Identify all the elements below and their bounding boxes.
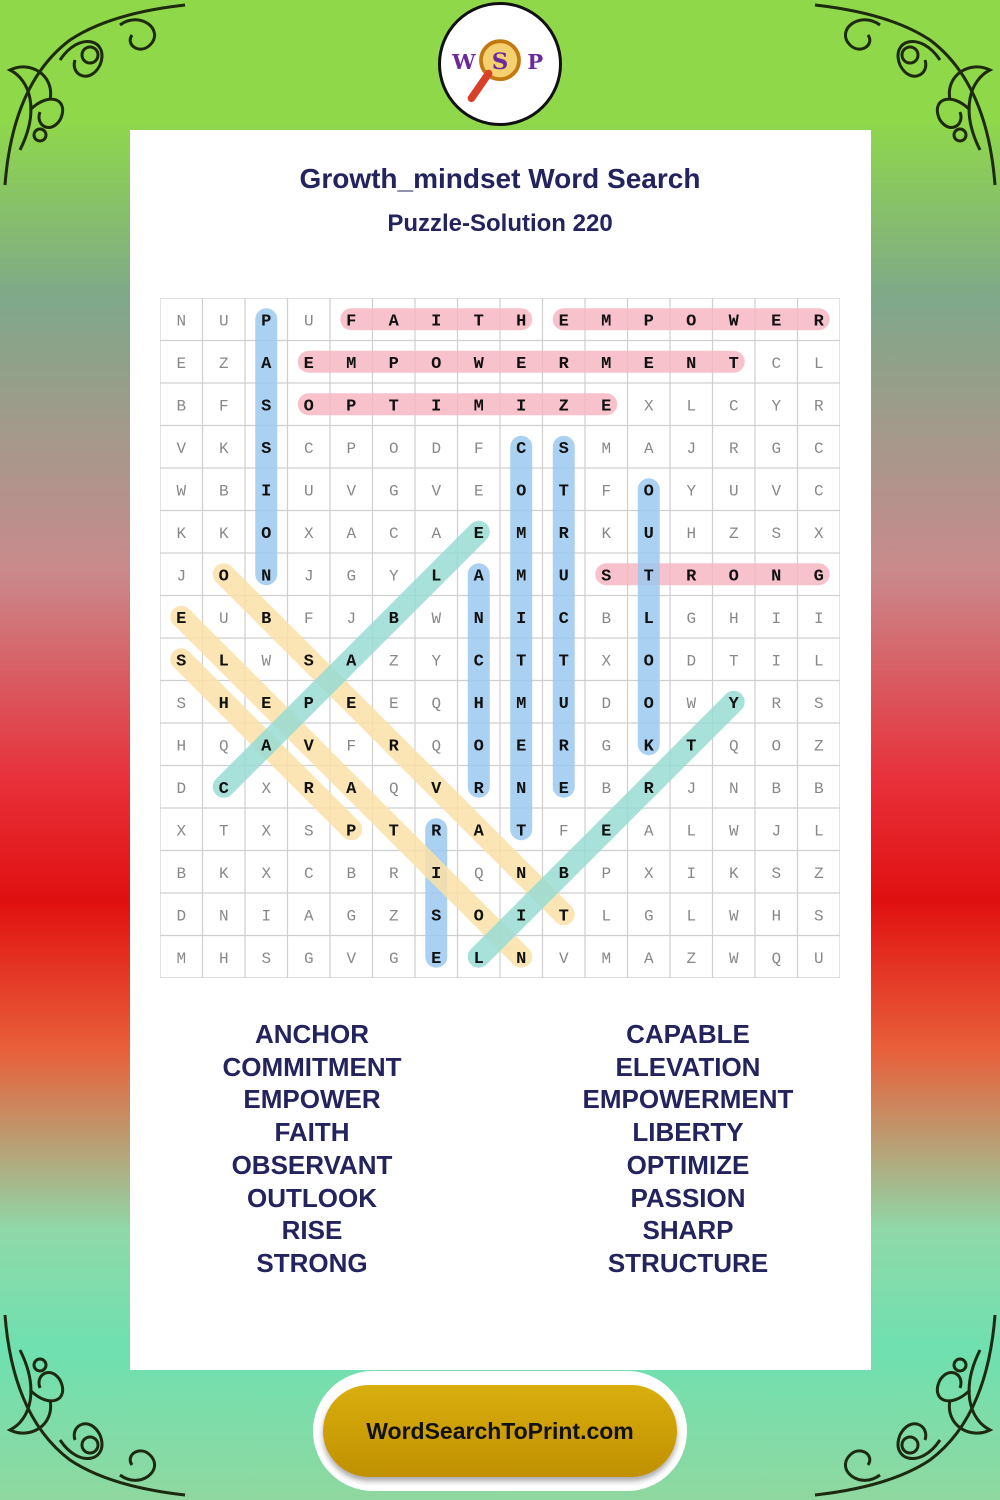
grid-cell-letter: C bbox=[303, 439, 314, 458]
grid-cell-letter: I bbox=[431, 312, 442, 332]
grid-cell-letter: I bbox=[686, 864, 697, 883]
grid-cell-letter: J bbox=[771, 822, 782, 841]
grid-cell-letter: T bbox=[218, 822, 229, 841]
wsp-logo bbox=[438, 2, 562, 126]
grid-cell-letter: Q bbox=[431, 694, 442, 713]
logo-letter-w: W bbox=[452, 48, 476, 74]
grid-cell-letter: Q bbox=[771, 949, 782, 968]
grid-cell-letter: P bbox=[346, 439, 357, 458]
grid-cell-letter: X bbox=[643, 864, 654, 883]
grid-cell-letter: O bbox=[303, 397, 314, 417]
grid-cell-letter: M bbox=[516, 567, 527, 587]
grid-cell-letter: W bbox=[728, 949, 739, 968]
grid-cell-letter: F bbox=[346, 737, 357, 756]
grid-cell-letter: E bbox=[771, 312, 782, 332]
logo-letter-p: P bbox=[527, 48, 544, 74]
grid-cell-letter: Y bbox=[388, 567, 399, 586]
grid-cell-letter: D bbox=[601, 694, 612, 713]
footer-pill bbox=[313, 1371, 687, 1491]
grid-cell-letter: Z bbox=[218, 354, 229, 373]
grid-cell-letter: O bbox=[643, 482, 654, 502]
grid-cell-letter: E bbox=[601, 397, 612, 417]
grid-cell-letter: W bbox=[686, 694, 697, 713]
grid-cell-letter: E bbox=[176, 609, 187, 629]
grid-cell-letter: M bbox=[601, 949, 612, 968]
grid-cell-letter: B bbox=[176, 864, 187, 883]
grid-cell-letter: I bbox=[771, 609, 782, 628]
grid-cell-letter: X bbox=[643, 397, 654, 416]
grid-cell-letter: K bbox=[176, 524, 187, 543]
word-structure: STRUCTURE bbox=[607, 1247, 769, 1278]
grid-cell-letter: U bbox=[558, 694, 569, 714]
grid-cell-letter: V bbox=[346, 949, 357, 968]
grid-cell-letter: G bbox=[346, 567, 357, 586]
grid-cell-letter: E bbox=[346, 694, 357, 714]
word-search-grid bbox=[160, 298, 840, 978]
grid-cell-letter: U bbox=[643, 524, 654, 544]
grid-cell-letter: Q bbox=[218, 737, 229, 756]
grid-cell-letter: H bbox=[218, 694, 229, 714]
grid-cell-letter: O bbox=[431, 354, 442, 374]
grid-cell-letter: Z bbox=[813, 864, 824, 883]
grid-cell-letter: T bbox=[388, 822, 399, 842]
grid-cell-letter: D bbox=[431, 439, 442, 458]
grid-cell-letter: Q bbox=[728, 737, 739, 756]
grid-cell-letter: R bbox=[558, 524, 569, 544]
grid-cell-letter: R bbox=[643, 779, 654, 799]
grid-cell-letter: G bbox=[601, 737, 612, 756]
grid-cell-letter: E bbox=[261, 694, 272, 714]
grid-cell-letter: L bbox=[686, 907, 697, 926]
grid-cell-letter: A bbox=[473, 567, 484, 587]
grid-cell-letter: U bbox=[813, 949, 824, 968]
grid-cell-letter: P bbox=[601, 864, 612, 883]
grid-cell-letter: U bbox=[558, 567, 569, 587]
grid-cell-letter: C bbox=[813, 482, 824, 501]
grid-cell-letter: U bbox=[303, 312, 314, 331]
grid-cell-letter: F bbox=[218, 397, 229, 416]
grid-cell-letter: P bbox=[303, 694, 314, 714]
grid-cell-letter: L bbox=[813, 652, 824, 671]
grid-cell-letter: V bbox=[771, 482, 782, 501]
grid-cell-letter: R bbox=[728, 439, 739, 458]
grid-cell-letter: W bbox=[431, 609, 442, 628]
grid-cell-letter: X bbox=[261, 822, 272, 841]
grid-cell-letter: G bbox=[643, 907, 654, 926]
grid-cell-letter: E bbox=[303, 354, 314, 374]
grid-cell-letter: F bbox=[473, 439, 484, 458]
grid-cell-letter: S bbox=[303, 822, 314, 841]
grid-cell-letter: V bbox=[431, 779, 442, 799]
grid-cell-letter: C bbox=[303, 864, 314, 883]
grid-cell-letter: B bbox=[771, 779, 782, 798]
grid-cell-letter: I bbox=[771, 652, 782, 671]
grid-cell-letter: R bbox=[388, 864, 399, 883]
grid-cell-letter: M bbox=[346, 354, 357, 374]
grid-cell-letter: I bbox=[516, 397, 527, 417]
word-empower: EMPOWER bbox=[243, 1084, 381, 1115]
grid-cell-letter: R bbox=[771, 694, 782, 713]
word-capable: CAPABLE bbox=[626, 1019, 750, 1049]
grid-cell-letter: B bbox=[813, 779, 824, 798]
grid-cell-letter: B bbox=[601, 609, 612, 628]
grid-cell-letter: R bbox=[303, 779, 314, 799]
grid-cell-letter: S bbox=[261, 439, 272, 459]
grid-cell-letter: Q bbox=[431, 737, 442, 756]
grid-cell-letter: T bbox=[516, 822, 527, 842]
grid-cell-letter: H bbox=[686, 524, 697, 543]
grid-cell-letter: E bbox=[388, 694, 399, 713]
grid-cell-letter: W bbox=[176, 482, 187, 501]
grid-cell-letter: G bbox=[771, 439, 782, 458]
grid-cell-letter: S bbox=[558, 439, 569, 459]
grid-cell-letter: A bbox=[643, 949, 654, 968]
grid-cell-letter: J bbox=[686, 439, 697, 458]
grid-cell-letter: I bbox=[431, 864, 442, 884]
grid-cell-letter: C bbox=[558, 609, 569, 629]
grid-cell-letter: P bbox=[346, 822, 357, 842]
grid-cell-letter: F bbox=[303, 609, 314, 628]
word-sharp: SHARP bbox=[642, 1215, 734, 1246]
grid-cell-letter: V bbox=[346, 482, 357, 501]
grid-cell-letter: S bbox=[303, 652, 314, 672]
grid-cell-letter: L bbox=[813, 822, 824, 841]
grid-cell-letter: W bbox=[261, 652, 272, 671]
grid-cell-letter: J bbox=[303, 567, 314, 586]
grid-cell-letter: H bbox=[218, 949, 229, 968]
word-anchor: ANCHOR bbox=[254, 1019, 370, 1049]
grid-cell-letter: U bbox=[218, 312, 229, 331]
grid-cell-letter: V bbox=[176, 439, 187, 458]
word-rise: RISE bbox=[281, 1215, 343, 1246]
grid-cell-letter: T bbox=[388, 397, 399, 417]
grid-cell-letter: Y bbox=[431, 652, 442, 671]
grid-cell-letter: S bbox=[176, 694, 187, 713]
grid-cell-letter: H bbox=[176, 737, 187, 756]
grid-cell-letter: E bbox=[516, 737, 527, 757]
grid-cell-letter: Z bbox=[686, 949, 697, 968]
grid-cell-letter: N bbox=[516, 864, 527, 884]
grid-cell-letter: R bbox=[431, 822, 442, 842]
grid-cell-letter: M bbox=[601, 354, 612, 374]
grid-cell-letter: A bbox=[346, 524, 357, 543]
grid-cell-letter: T bbox=[516, 652, 527, 672]
grid-cell-letter: C bbox=[813, 439, 824, 458]
grid-cell-letter: R bbox=[473, 779, 484, 799]
grid-cell-letter: S bbox=[176, 652, 187, 672]
grid-cell-letter: A bbox=[303, 907, 314, 926]
grid-cell-letter: W bbox=[473, 354, 484, 374]
grid-cell-letter: N bbox=[516, 949, 527, 969]
grid-cell-letter: I bbox=[813, 609, 824, 628]
grid-cell-letter: H bbox=[516, 312, 527, 332]
grid-cell-letter: K bbox=[643, 737, 654, 757]
grid-cell-letter: Q bbox=[388, 779, 399, 798]
grid-cell-letter: K bbox=[728, 864, 739, 883]
grid-cell-letter: J bbox=[346, 609, 357, 628]
word-empowerment: EMPOWERMENT bbox=[582, 1084, 794, 1115]
grid-cell-letter: A bbox=[643, 822, 654, 841]
grid-cell-letter: U bbox=[303, 482, 314, 501]
grid-cell-letter: P bbox=[643, 312, 654, 332]
grid-cell-letter: B bbox=[601, 779, 612, 798]
word-outlook: OUTLOOK bbox=[247, 1182, 377, 1213]
grid-cell-letter: I bbox=[261, 482, 272, 502]
grid-cell-letter: I bbox=[261, 907, 272, 926]
grid-cell-letter: T bbox=[643, 567, 654, 587]
grid-cell-letter: E bbox=[473, 482, 484, 501]
grid-cell-letter: C bbox=[473, 652, 484, 672]
grid-cell-letter: O bbox=[728, 567, 739, 587]
word-elevation: ELEVATION bbox=[615, 1051, 761, 1082]
grid-cell-letter: V bbox=[303, 737, 314, 757]
word-commitment: COMMITMENT bbox=[222, 1051, 402, 1082]
grid-cell-letter: D bbox=[686, 652, 697, 671]
grid-cell-letter: E bbox=[516, 354, 527, 374]
grid-cell-letter: N bbox=[176, 312, 187, 331]
grid-cell-letter: L bbox=[431, 567, 442, 587]
word-liberty: LIBERTY bbox=[632, 1117, 744, 1148]
grid-cell-letter: R bbox=[388, 737, 399, 757]
grid-cell-letter: W bbox=[728, 907, 739, 926]
grid-cell-letter: T bbox=[558, 482, 569, 502]
grid-cell-letter: H bbox=[771, 907, 782, 926]
grid-cell-letter: B bbox=[558, 864, 569, 884]
grid-cell-letter: E bbox=[473, 524, 484, 544]
grid-cell-letter: N bbox=[771, 567, 782, 587]
grid-cell-letter: C bbox=[516, 439, 527, 459]
grid-cell-letter: N bbox=[516, 779, 527, 799]
grid-cell-letter: P bbox=[261, 312, 272, 332]
grid-cell-letter: O bbox=[771, 737, 782, 756]
grid-cell-letter: G bbox=[388, 482, 399, 501]
grid-cell-letter: U bbox=[728, 482, 739, 501]
grid-cell-letter: S bbox=[813, 694, 824, 713]
grid-cell-letter: G bbox=[813, 567, 824, 587]
grid-cell-letter: O bbox=[473, 907, 484, 927]
grid-cell-letter: O bbox=[473, 737, 484, 757]
grid-cell-letter: S bbox=[601, 567, 612, 587]
grid-cell-letter: C bbox=[218, 779, 229, 799]
grid-cell-letter: A bbox=[346, 779, 357, 799]
logo-letter-s: S bbox=[491, 48, 509, 75]
grid-cell-letter: M bbox=[601, 439, 612, 458]
word-observant: OBSERVANT bbox=[231, 1149, 393, 1180]
grid-cell-letter: N bbox=[686, 354, 697, 374]
grid-cell-letter: A bbox=[261, 737, 272, 757]
grid-cell-letter: C bbox=[728, 397, 739, 416]
grid-cell-letter: J bbox=[176, 567, 187, 586]
grid-cell-letter: H bbox=[473, 694, 484, 714]
grid-cell-letter: S bbox=[261, 397, 272, 417]
grid-cell-letter: V bbox=[558, 949, 569, 968]
grid-cell-letter: M bbox=[516, 694, 527, 714]
grid-cell-letter: I bbox=[516, 609, 527, 629]
grid-cell-letter: T bbox=[686, 737, 697, 757]
grid-cell-letter: G bbox=[303, 949, 314, 968]
grid-cell-letter: H bbox=[728, 609, 739, 628]
grid-cell-letter: Q bbox=[473, 864, 484, 883]
grid-cell-letter: X bbox=[303, 524, 314, 543]
grid-cell-letter: A bbox=[473, 822, 484, 842]
grid-cell-letter: I bbox=[516, 907, 527, 927]
grid-cell-letter: B bbox=[176, 397, 187, 416]
grid-cell-letter: V bbox=[431, 482, 442, 501]
grid-cell-letter: N bbox=[728, 779, 739, 798]
grid-cell-letter: M bbox=[516, 524, 527, 544]
grid-cell-letter: S bbox=[813, 907, 824, 926]
grid-cell-letter: L bbox=[643, 609, 654, 629]
grid-cell-letter: A bbox=[431, 524, 442, 543]
grid-cell-letter: C bbox=[388, 524, 399, 543]
grid-cell-letter: K bbox=[218, 864, 229, 883]
grid-cell-letter: U bbox=[218, 609, 229, 628]
word-strong: STRONG bbox=[256, 1247, 368, 1278]
grid-cell-letter: S bbox=[771, 524, 782, 543]
grid-cell-letter: M bbox=[601, 312, 612, 332]
grid-cell-letter: A bbox=[388, 312, 399, 332]
grid-cell-letter: G bbox=[346, 907, 357, 926]
grid-cell-letter: O bbox=[388, 439, 399, 458]
grid-cell-letter: E bbox=[601, 822, 612, 842]
grid-cell-letter: T bbox=[728, 354, 739, 374]
grid-cell-letter: F bbox=[346, 312, 357, 332]
grid-cell-letter: G bbox=[686, 609, 697, 628]
grid-cell-letter: A bbox=[346, 652, 357, 672]
grid-cell-letter: R bbox=[686, 567, 697, 587]
grid-cell-letter: Z bbox=[388, 907, 399, 926]
grid-cell-letter: A bbox=[643, 439, 654, 458]
grid-cell-letter: R bbox=[813, 397, 824, 416]
grid-cell-letter: D bbox=[176, 779, 187, 798]
grid-cell-letter: T bbox=[728, 652, 739, 671]
grid-cell-letter: C bbox=[771, 354, 782, 373]
grid-cell-letter: I bbox=[431, 397, 442, 417]
grid-cell-letter: N bbox=[218, 907, 229, 926]
grid-cell-letter: E bbox=[558, 779, 569, 799]
grid-cell-letter: O bbox=[686, 312, 697, 332]
grid-cell-letter: T bbox=[473, 312, 484, 332]
grid-cell-letter: S bbox=[431, 907, 442, 927]
grid-cell-letter: Z bbox=[813, 737, 824, 756]
page-title: Growth_mindset Word Search bbox=[299, 163, 701, 194]
grid-cell-letter: Y bbox=[686, 482, 697, 501]
grid-cell-letter: E bbox=[558, 312, 569, 332]
word-passion: PASSION bbox=[630, 1182, 746, 1213]
grid-cell-letter: T bbox=[558, 652, 569, 672]
grid-cell-letter: W bbox=[728, 312, 739, 332]
grid-cell-letter: N bbox=[473, 609, 484, 629]
grid-cell-letter: L bbox=[686, 397, 697, 416]
grid-cell-letter: R bbox=[558, 354, 569, 374]
grid-cell-letter: K bbox=[218, 439, 229, 458]
grid-cell-letter: K bbox=[601, 524, 612, 543]
grid-cell-letter: L bbox=[601, 907, 612, 926]
grid-cell-letter: X bbox=[176, 822, 187, 841]
word-list-right bbox=[538, 1018, 838, 1280]
grid-cell-letter: S bbox=[771, 864, 782, 883]
grid-cell-letter: B bbox=[346, 864, 357, 883]
grid-cell-letter: B bbox=[218, 482, 229, 501]
grid-cell-letter: Y bbox=[771, 397, 782, 416]
grid-cell-letter: K bbox=[218, 524, 229, 543]
word-optimize: OPTIMIZE bbox=[626, 1149, 750, 1180]
grid-cell-letter: G bbox=[388, 949, 399, 968]
word-faith: FAITH bbox=[274, 1117, 350, 1148]
grid-cell-letter: L bbox=[473, 949, 484, 969]
grid-cell-letter: P bbox=[346, 397, 357, 417]
grid-cell-letter: X bbox=[601, 652, 612, 671]
grid-cell-letter: P bbox=[388, 354, 399, 374]
grid-cell-letter: O bbox=[643, 652, 654, 672]
grid-cell-letter: Z bbox=[558, 397, 569, 417]
grid-cell-letter: R bbox=[813, 312, 824, 332]
grid-cell-letter: R bbox=[558, 737, 569, 757]
grid-cell-letter: O bbox=[643, 694, 654, 714]
grid-cell-letter: M bbox=[176, 949, 187, 968]
grid-cell-letter: F bbox=[558, 822, 569, 841]
grid-cell-letter: Z bbox=[728, 524, 739, 543]
grid-cell-letter: E bbox=[176, 354, 187, 373]
grid-cell-letter: W bbox=[728, 822, 739, 841]
grid-cell-letter: X bbox=[813, 524, 824, 543]
grid-cell-letter: E bbox=[643, 354, 654, 374]
grid-cell-letter: B bbox=[261, 609, 272, 629]
grid-cell-letter: B bbox=[388, 609, 399, 629]
grid-cell-letter: T bbox=[558, 907, 569, 927]
grid-cell-letter: S bbox=[261, 949, 272, 968]
grid-cell-letter: X bbox=[261, 864, 272, 883]
word-list-left bbox=[162, 1018, 462, 1280]
grid-cell-letter: A bbox=[261, 354, 272, 374]
grid-cell-letter: J bbox=[686, 779, 697, 798]
grid-cell-letter: N bbox=[261, 567, 272, 587]
grid-cell-letter: M bbox=[473, 397, 484, 417]
grid-cell-letter: O bbox=[261, 524, 272, 544]
page-subtitle: Puzzle-Solution 220 bbox=[387, 210, 613, 237]
grid-cell-letter: Y bbox=[728, 694, 739, 714]
grid-cell-letter: L bbox=[686, 822, 697, 841]
website-link-button[interactable]: WordSearchToPrint.com bbox=[323, 1385, 677, 1477]
grid-cell-letter: Z bbox=[388, 652, 399, 671]
grid-cell-letter: O bbox=[218, 567, 229, 587]
grid-cell-letter: O bbox=[516, 482, 527, 502]
grid-cell-letter: E bbox=[431, 949, 442, 969]
grid-cell-letter: L bbox=[218, 652, 229, 672]
grid-cell-letter: L bbox=[813, 354, 824, 373]
grid-cell-letter: X bbox=[261, 779, 272, 798]
grid-cell-letter: F bbox=[601, 482, 612, 501]
grid-cell-letter: D bbox=[176, 907, 187, 926]
